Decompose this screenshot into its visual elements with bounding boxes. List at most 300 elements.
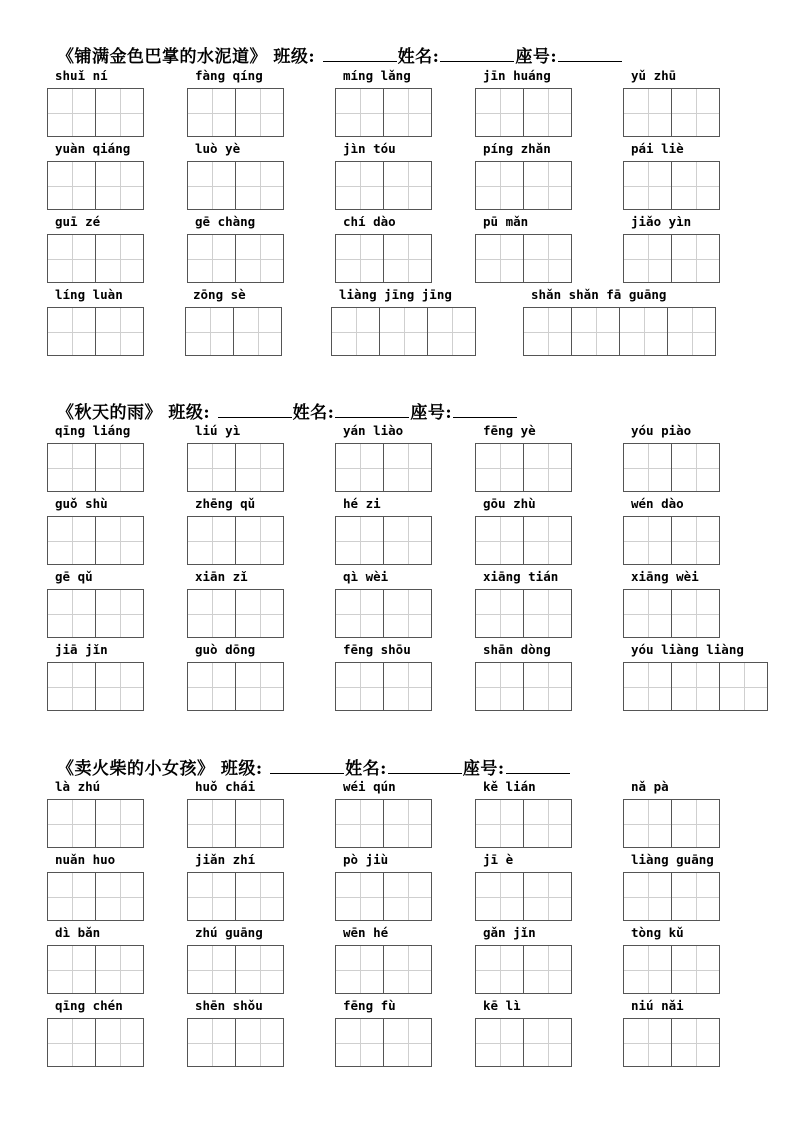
- pinyin-label: gōu zhù: [483, 496, 536, 511]
- writing-boxes: [187, 516, 284, 565]
- tianzige-box[interactable]: [383, 88, 432, 137]
- pinyin-label: qīng chén: [55, 998, 123, 1013]
- tianzige-box[interactable]: [47, 662, 96, 711]
- pinyin-label: jìn tóu: [343, 141, 396, 156]
- tianzige-box[interactable]: [671, 443, 720, 492]
- writing-boxes: [475, 443, 572, 492]
- seat-label: 座号:: [462, 759, 505, 779]
- word-item: [623, 779, 720, 848]
- tianzige-box[interactable]: [671, 662, 720, 711]
- word-item: [623, 642, 768, 711]
- tianzige-box[interactable]: [623, 234, 672, 283]
- tianzige-box[interactable]: [671, 234, 720, 283]
- word-item: [47, 496, 144, 565]
- pinyin-label: shuǐ ní: [55, 68, 108, 83]
- tianzige-box[interactable]: [671, 945, 720, 994]
- tianzige-box[interactable]: [719, 662, 768, 711]
- word-item: [335, 852, 432, 921]
- word-item: [47, 779, 144, 848]
- word-item: [623, 852, 720, 921]
- tianzige-box[interactable]: [47, 872, 96, 921]
- pinyin-label: huǒ chái: [195, 779, 256, 794]
- tianzige-box[interactable]: [235, 945, 284, 994]
- writing-boxes: [475, 161, 572, 210]
- writing-boxes: [475, 1018, 572, 1067]
- tianzige-box[interactable]: [383, 1018, 432, 1067]
- tianzige-box[interactable]: [187, 234, 236, 283]
- writing-boxes: [47, 799, 144, 848]
- writing-boxes: [187, 234, 284, 283]
- tianzige-box[interactable]: [671, 799, 720, 848]
- tianzige-box[interactable]: [523, 234, 572, 283]
- tianzige-box[interactable]: [187, 662, 236, 711]
- tianzige-box[interactable]: [235, 234, 284, 283]
- tianzige-box[interactable]: [331, 307, 380, 356]
- tianzige-box[interactable]: [475, 234, 524, 283]
- writing-boxes: [187, 662, 284, 711]
- tianzige-box[interactable]: [475, 799, 524, 848]
- tianzige-box[interactable]: [235, 516, 284, 565]
- tianzige-box[interactable]: [475, 88, 524, 137]
- pinyin-label: yuàn qiáng: [55, 141, 131, 156]
- tianzige-box[interactable]: [671, 872, 720, 921]
- pinyin-label: xiāng tián: [483, 569, 559, 584]
- pinyin-label: yóu piào: [631, 423, 692, 438]
- writing-boxes: [47, 945, 144, 994]
- pinyin-label: liàng guāng: [631, 852, 714, 867]
- word-item: [523, 287, 716, 356]
- name-blank[interactable]: [335, 416, 409, 418]
- writing-boxes: [47, 589, 144, 638]
- word-item: [335, 998, 432, 1067]
- tianzige-box[interactable]: [95, 799, 144, 848]
- pinyin-label: wéi qún: [343, 779, 396, 794]
- word-item: [47, 287, 144, 356]
- tianzige-box[interactable]: [47, 945, 96, 994]
- section-3-title: 《卖火柴的小女孩》: [57, 759, 215, 779]
- pinyin-label: chí dào: [343, 214, 396, 229]
- writing-boxes: [187, 589, 284, 638]
- tianzige-box[interactable]: [623, 872, 672, 921]
- tianzige-box[interactable]: [235, 872, 284, 921]
- pinyin-label: shān dòng: [483, 642, 551, 657]
- pinyin-label: luò yè: [195, 141, 241, 156]
- tianzige-box[interactable]: [335, 872, 384, 921]
- word-item: [335, 496, 432, 565]
- word-item: [623, 496, 720, 565]
- tianzige-box[interactable]: [233, 307, 282, 356]
- class-blank[interactable]: [270, 772, 344, 774]
- tianzige-box[interactable]: [523, 88, 572, 137]
- writing-boxes: [623, 516, 720, 565]
- name-label: 姓名:: [397, 47, 440, 67]
- tianzige-box[interactable]: [95, 872, 144, 921]
- pinyin-label: là zhú: [55, 779, 101, 794]
- name-blank[interactable]: [440, 60, 514, 62]
- word-item: [185, 287, 282, 356]
- tianzige-box[interactable]: [523, 307, 572, 356]
- tianzige-box[interactable]: [95, 161, 144, 210]
- tianzige-box[interactable]: [187, 872, 236, 921]
- pinyin-label: jiǎo yìn: [631, 214, 692, 229]
- writing-boxes: [623, 799, 720, 848]
- pinyin-label: liú yì: [195, 423, 241, 438]
- tianzige-box[interactable]: [383, 945, 432, 994]
- pinyin-label: jiā jǐn: [55, 642, 108, 657]
- tianzige-box[interactable]: [475, 161, 524, 210]
- pinyin-label: gē chàng: [195, 214, 256, 229]
- tianzige-box[interactable]: [335, 516, 384, 565]
- name-label: 姓名:: [292, 403, 335, 423]
- tianzige-box[interactable]: [523, 662, 572, 711]
- tianzige-box[interactable]: [383, 161, 432, 210]
- writing-boxes: [47, 307, 144, 356]
- pinyin-label: tòng kǔ: [631, 925, 684, 940]
- word-item: [47, 852, 144, 921]
- tianzige-box[interactable]: [235, 799, 284, 848]
- word-item: [475, 141, 572, 210]
- word-item: [187, 214, 284, 283]
- name-label: 姓名:: [345, 759, 387, 779]
- tianzige-box[interactable]: [187, 1018, 236, 1067]
- word-item: [187, 925, 284, 994]
- word-item: [335, 214, 432, 283]
- tianzige-box[interactable]: [383, 589, 432, 638]
- tianzige-box[interactable]: [95, 234, 144, 283]
- tianzige-box[interactable]: [187, 516, 236, 565]
- tianzige-box[interactable]: [623, 88, 672, 137]
- writing-boxes: [335, 161, 432, 210]
- pinyin-label: xiāng wèi: [631, 569, 699, 584]
- word-item: [47, 569, 144, 638]
- writing-boxes: [187, 872, 284, 921]
- word-item: [335, 141, 432, 210]
- pinyin-label: yóu liàng liàng: [631, 642, 744, 657]
- word-item: [335, 779, 432, 848]
- tianzige-box[interactable]: [335, 662, 384, 711]
- section-2-header: [57, 398, 518, 423]
- tianzige-box[interactable]: [235, 161, 284, 210]
- tianzige-box[interactable]: [475, 945, 524, 994]
- tianzige-box[interactable]: [623, 516, 672, 565]
- tianzige-box[interactable]: [95, 443, 144, 492]
- word-item: [187, 496, 284, 565]
- writing-boxes: [623, 589, 720, 638]
- pinyin-label: kē lì: [483, 998, 521, 1013]
- pinyin-label: míng lǎng: [343, 68, 411, 83]
- tianzige-box[interactable]: [47, 516, 96, 565]
- tianzige-box[interactable]: [623, 799, 672, 848]
- tianzige-box[interactable]: [383, 872, 432, 921]
- tianzige-box[interactable]: [475, 1018, 524, 1067]
- tianzige-box[interactable]: [623, 589, 672, 638]
- seat-label: 座号:: [410, 403, 453, 423]
- writing-boxes: [475, 589, 572, 638]
- tianzige-box[interactable]: [235, 1018, 284, 1067]
- writing-boxes: [475, 872, 572, 921]
- writing-boxes: [47, 234, 144, 283]
- word-item: [335, 423, 432, 492]
- writing-boxes: [47, 88, 144, 137]
- tianzige-box[interactable]: [383, 443, 432, 492]
- pinyin-label: guǒ shù: [55, 496, 108, 511]
- tianzige-box[interactable]: [47, 799, 96, 848]
- writing-boxes: [335, 88, 432, 137]
- tianzige-box[interactable]: [95, 88, 144, 137]
- word-item: [187, 642, 284, 711]
- word-item: [47, 68, 144, 137]
- pinyin-label: shēn shǒu: [195, 998, 263, 1013]
- pinyin-label: fēng yè: [483, 423, 536, 438]
- word-item: [475, 852, 572, 921]
- pinyin-label: wēn hé: [343, 925, 389, 940]
- pinyin-label: guò dōng: [195, 642, 256, 657]
- tianzige-box[interactable]: [235, 589, 284, 638]
- writing-boxes: [475, 662, 572, 711]
- pinyin-label: nǎ pà: [631, 779, 669, 794]
- pinyin-label: pái liè: [631, 141, 684, 156]
- writing-boxes: [187, 443, 284, 492]
- word-item: [475, 496, 572, 565]
- tianzige-box[interactable]: [623, 662, 672, 711]
- tianzige-box[interactable]: [187, 799, 236, 848]
- pinyin-label: liàng jīng jīng: [339, 287, 452, 302]
- tianzige-box[interactable]: [95, 662, 144, 711]
- writing-boxes: [475, 88, 572, 137]
- writing-boxes: [47, 1018, 144, 1067]
- tianzige-box[interactable]: [235, 443, 284, 492]
- pinyin-label: pū mǎn: [483, 214, 529, 229]
- tianzige-box[interactable]: [187, 443, 236, 492]
- pinyin-label: qīng liáng: [55, 423, 131, 438]
- tianzige-box[interactable]: [95, 516, 144, 565]
- pinyin-label: niú nǎi: [631, 998, 684, 1013]
- tianzige-box[interactable]: [475, 443, 524, 492]
- writing-boxes: [335, 872, 432, 921]
- word-item: [47, 642, 144, 711]
- seat-blank[interactable]: [558, 60, 622, 62]
- pinyin-label: fēng fù: [343, 998, 396, 1013]
- tianzige-box[interactable]: [475, 872, 524, 921]
- writing-boxes: [475, 516, 572, 565]
- word-item: [475, 569, 572, 638]
- pinyin-label: kě lián: [483, 779, 536, 794]
- pinyin-label: dì bǎn: [55, 925, 101, 940]
- writing-boxes: [623, 234, 720, 283]
- section-3-header: [57, 754, 571, 779]
- tianzige-box[interactable]: [47, 589, 96, 638]
- tianzige-box[interactable]: [335, 161, 384, 210]
- word-item: [47, 423, 144, 492]
- pinyin-label: guī zé: [55, 214, 101, 229]
- writing-boxes: [623, 88, 720, 137]
- word-item: [623, 141, 720, 210]
- writing-boxes: [335, 1018, 432, 1067]
- tianzige-box[interactable]: [619, 307, 668, 356]
- tianzige-box[interactable]: [671, 88, 720, 137]
- tianzige-box[interactable]: [47, 443, 96, 492]
- tianzige-box[interactable]: [187, 945, 236, 994]
- word-item: [187, 998, 284, 1067]
- section-1-title: 《铺满金色巴掌的水泥道》: [57, 47, 267, 67]
- tianzige-box[interactable]: [47, 234, 96, 283]
- writing-boxes: [187, 945, 284, 994]
- pinyin-label: fēng shōu: [343, 642, 411, 657]
- tianzige-box[interactable]: [523, 872, 572, 921]
- writing-boxes: [335, 516, 432, 565]
- tianzige-box[interactable]: [383, 516, 432, 565]
- tianzige-box[interactable]: [571, 307, 620, 356]
- tianzige-box[interactable]: [475, 516, 524, 565]
- tianzige-box[interactable]: [47, 88, 96, 137]
- tianzige-box[interactable]: [475, 662, 524, 711]
- word-item: [47, 925, 144, 994]
- writing-boxes: [623, 872, 720, 921]
- writing-boxes: [47, 516, 144, 565]
- tianzige-box[interactable]: [523, 161, 572, 210]
- tianzige-box[interactable]: [95, 589, 144, 638]
- writing-boxes: [623, 443, 720, 492]
- tianzige-box[interactable]: [523, 945, 572, 994]
- tianzige-box[interactable]: [623, 161, 672, 210]
- writing-boxes: [335, 662, 432, 711]
- tianzige-box[interactable]: [335, 88, 384, 137]
- pinyin-label: yǔ zhū: [631, 68, 677, 83]
- name-blank[interactable]: [388, 772, 462, 774]
- writing-boxes: [623, 1018, 720, 1067]
- writing-boxes: [335, 945, 432, 994]
- seat-blank[interactable]: [453, 416, 517, 418]
- tianzige-box[interactable]: [95, 1018, 144, 1067]
- pinyin-label: gē qǔ: [55, 569, 93, 584]
- section-1-header: [57, 42, 623, 67]
- class-label: 班级:: [273, 47, 316, 67]
- pinyin-label: xiān zǐ: [195, 569, 248, 584]
- pinyin-label: jīn huáng: [483, 68, 551, 83]
- writing-boxes: [47, 872, 144, 921]
- tianzige-box[interactable]: [623, 443, 672, 492]
- class-blank[interactable]: [218, 416, 292, 418]
- writing-boxes: [185, 307, 282, 356]
- tianzige-box[interactable]: [335, 443, 384, 492]
- tianzige-box[interactable]: [47, 1018, 96, 1067]
- tianzige-box[interactable]: [187, 88, 236, 137]
- word-item: [187, 141, 284, 210]
- tianzige-box[interactable]: [667, 307, 716, 356]
- tianzige-box[interactable]: [47, 161, 96, 210]
- section-2-title: 《秋天的雨》: [57, 403, 162, 423]
- writing-boxes: [331, 307, 476, 356]
- pinyin-label: zhēng qǔ: [195, 496, 256, 511]
- tianzige-box[interactable]: [523, 589, 572, 638]
- writing-boxes: [623, 662, 768, 711]
- pinyin-label: yán liào: [343, 423, 404, 438]
- tianzige-box[interactable]: [187, 589, 236, 638]
- writing-boxes: [47, 443, 144, 492]
- class-label: 班级:: [220, 759, 263, 779]
- writing-boxes: [335, 799, 432, 848]
- tianzige-box[interactable]: [523, 516, 572, 565]
- pinyin-label: nuǎn huo: [55, 852, 116, 867]
- tianzige-box[interactable]: [623, 1018, 672, 1067]
- writing-boxes: [47, 662, 144, 711]
- pinyin-label: shǎn shǎn fā guāng: [531, 287, 667, 302]
- writing-boxes: [475, 234, 572, 283]
- tianzige-box[interactable]: [335, 945, 384, 994]
- word-item: [335, 569, 432, 638]
- tianzige-box[interactable]: [235, 662, 284, 711]
- tianzige-box[interactable]: [523, 799, 572, 848]
- word-item: [47, 998, 144, 1067]
- tianzige-box[interactable]: [523, 1018, 572, 1067]
- tianzige-box[interactable]: [523, 443, 572, 492]
- pinyin-label: jiǎn zhí: [195, 852, 256, 867]
- tianzige-box[interactable]: [95, 307, 144, 356]
- tianzige-box[interactable]: [671, 161, 720, 210]
- seat-label: 座号:: [515, 47, 558, 67]
- pinyin-label: jī è: [483, 852, 514, 867]
- tianzige-box[interactable]: [671, 589, 720, 638]
- tianzige-box[interactable]: [671, 1018, 720, 1067]
- pinyin-label: hé zi: [343, 496, 381, 511]
- pinyin-label: fàng qíng: [195, 68, 263, 83]
- tianzige-box[interactable]: [383, 799, 432, 848]
- word-item: [187, 569, 284, 638]
- tianzige-box[interactable]: [185, 307, 234, 356]
- tianzige-box[interactable]: [671, 516, 720, 565]
- tianzige-box[interactable]: [623, 945, 672, 994]
- tianzige-box[interactable]: [335, 1018, 384, 1067]
- tianzige-box[interactable]: [383, 234, 432, 283]
- word-item: [47, 214, 144, 283]
- class-label: 班级:: [168, 403, 211, 423]
- word-item: [331, 287, 476, 356]
- tianzige-box[interactable]: [187, 161, 236, 210]
- word-item: [475, 998, 572, 1067]
- tianzige-box[interactable]: [335, 589, 384, 638]
- tianzige-box[interactable]: [427, 307, 476, 356]
- word-item: [623, 569, 720, 638]
- tianzige-box[interactable]: [47, 307, 96, 356]
- writing-boxes: [623, 945, 720, 994]
- pinyin-label: pò jiù: [343, 852, 389, 867]
- writing-boxes: [475, 799, 572, 848]
- word-item: [187, 779, 284, 848]
- tianzige-box[interactable]: [475, 589, 524, 638]
- word-item: [475, 925, 572, 994]
- word-item: [623, 214, 720, 283]
- writing-boxes: [187, 161, 284, 210]
- word-item: [335, 68, 432, 137]
- tianzige-box[interactable]: [95, 945, 144, 994]
- class-blank[interactable]: [323, 60, 397, 62]
- word-item: [475, 779, 572, 848]
- tianzige-box[interactable]: [383, 662, 432, 711]
- pinyin-label: wén dào: [631, 496, 684, 511]
- word-item: [335, 925, 432, 994]
- writing-boxes: [523, 307, 716, 356]
- pinyin-label: líng luàn: [55, 287, 123, 302]
- seat-blank[interactable]: [506, 772, 570, 774]
- writing-boxes: [187, 799, 284, 848]
- tianzige-box[interactable]: [335, 234, 384, 283]
- tianzige-box[interactable]: [379, 307, 428, 356]
- tianzige-box[interactable]: [235, 88, 284, 137]
- tianzige-box[interactable]: [335, 799, 384, 848]
- word-item: [47, 141, 144, 210]
- pinyin-label: píng zhǎn: [483, 141, 551, 156]
- pinyin-label: zōng sè: [193, 287, 246, 302]
